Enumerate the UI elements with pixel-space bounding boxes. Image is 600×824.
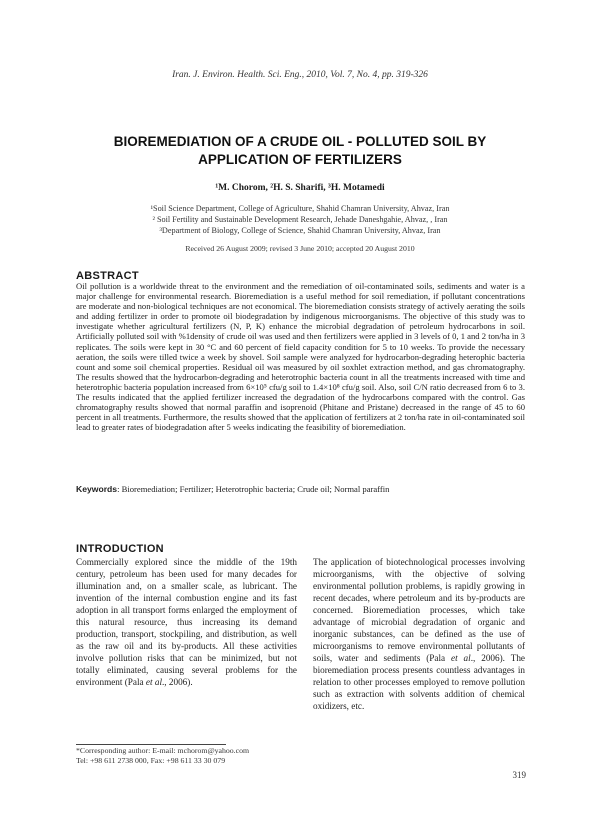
intro-right-text: The application of biotechnological processes involving microorganisms, with the objective of solving environmental pollution problems, is rapidly growing in recent decades, where petroleum and its by-products are concerned. Bioremediation processes, which take advantage of microbial degradation of organic and inorganic substances, can be defined as the use of microorganisms to remove environmental pollutants of soils, water and sediments (Pala bbox=[313, 557, 525, 663]
abstract-body: Oil pollution is a worldwide threat to the environment and the remediation of oil-contaminated soils, sediments and water is a major challenge for environmental research. Bioremediation is a useful method for soil remediation, if pollutant concentrations are moderate and non-biological techniques are not economical. The bioremediation consists strategy of actively aerating the soils and adding fertilizer in order to promote oil biodegradation by indigenous microorganisms. The objective of this study was to investigate whether agricultural fertilizers (N, P, K) enhance the microbial degradation of petroleum hydrocarbons in soil. Artificially polluted soil with %1density of crude oil was used and then fertilizers were applied in 3 levels of 0, 1 and 2 ton/ha in 3 replicates. The soils were kept in 30 °C and 60 percent of field capacity condition for 5 to 10 weeks. To provide the necessary aeration, the soils were tilled twice a week by shovel. Soil sample were analyzed for hydrocarbon-degrading heterophic bacteria count and some soil chemical properties. Residual oil was measured by oil soxhlet extraction method, and gas chromatography. The results showed that the hydrocarbon-degrading and heterotrophic bacteria count in all the treatments increased with time and heterotrophic bacteria population increased from 6×10⁵ cfu/g soil to 1.4×10⁸ cfu/g soil. Also, soil C/N ratio decreased from 6 to 3. The results indicated that the applied fertilizer increased the degradation of the hydrocarbons compared with the control. Gas chromatography results showed that normal paraffin and isoprenoid (Phitane and Pristane) decreased in the range of 45 to 60 percent in all treatments. Furthermore, the results showed that the application of fertilizers at 2 ton/ha rate in oil-contaminated soil lead to greater rates of biodegradation after 5 weeks indicating the feasibility of bioremediation. bbox=[76, 281, 525, 433]
affiliation-1: ¹Soil Science Department, College of Agriculture, Shahid Chamran University, Ahvaz, Iran bbox=[150, 204, 450, 213]
affiliation-3: ³Department of Biology, College of Science, Shahid Chamran University, Ahvaz, Iran bbox=[159, 226, 441, 235]
introduction-left-column bbox=[76, 556, 297, 688]
corresponding-author-footnote bbox=[76, 746, 316, 766]
abstract-heading: ABSTRACT bbox=[76, 270, 139, 282]
keywords-label: Keywords bbox=[76, 484, 118, 494]
affiliation-2: ² Soil Fertility and Sustainable Development Research, Jehade Daneshgahie, Ahvaz, , Iran bbox=[152, 215, 448, 224]
keywords-list: : Bioremediation; Fertilizer; Heterotrophic bacteria; Crude oil; Normal paraffin bbox=[117, 484, 390, 494]
introduction-heading: INTRODUCTION bbox=[76, 543, 164, 555]
affiliations bbox=[0, 203, 600, 236]
footnote-phone: Tel: +98 611 2738 000, Fax: +98 611 33 30 079 bbox=[76, 756, 226, 765]
footnote-email: *Corresponding author: E-mail: mchorom@yahoo.com bbox=[76, 746, 250, 755]
page-number: 319 bbox=[512, 770, 526, 780]
intro-left-text-end: ., 2006). bbox=[162, 677, 193, 687]
journal-citation: Iran. J. Environ. Health. Sci. Eng., 2010, Vol. 7, No. 4, pp. 319-326 bbox=[172, 70, 428, 80]
introduction-right-column bbox=[313, 556, 525, 712]
intro-right-et-al: et al bbox=[451, 653, 471, 663]
author-list: ¹M. Chorom, ²H. S. Sharifi, ³H. Motamedi bbox=[215, 183, 385, 193]
intro-right-text-end: ., 2006). The bioremediation process presents countless advantages in relation to other processes employed to remove pollution such as extraction with solvents addition of chemical oxidizers, etc. bbox=[313, 653, 525, 711]
title-line-2: APPLICATION OF FERTILIZERS bbox=[198, 152, 402, 167]
footnote-divider bbox=[76, 744, 226, 745]
intro-left-text: Commercially explored since the middle of the 19th century, petroleum has been used for many decades for illumination and, on a smaller scale, as lubricant. The invention of the internal combustion engine and its fast adoption in all transport forms enlarged the employment of this natural resource, thus increasing its demand production, transport, stockpiling, and distribution, as well as the raw oil and its by-products. All these activities involve pollution risks that can be minimized, but not totally eliminated, causing several problems for the environment (Pala bbox=[76, 557, 297, 687]
intro-left-et-al: et al bbox=[145, 677, 162, 687]
paper-title bbox=[60, 133, 540, 169]
received-dates: Received 26 August 2009; revised 3 June 2010; accepted 20 August 2010 bbox=[185, 244, 415, 253]
title-line-1: BIOREMEDIATION OF A CRUDE OIL - POLLUTED SOIL BY bbox=[113, 134, 487, 149]
keywords bbox=[76, 484, 525, 495]
